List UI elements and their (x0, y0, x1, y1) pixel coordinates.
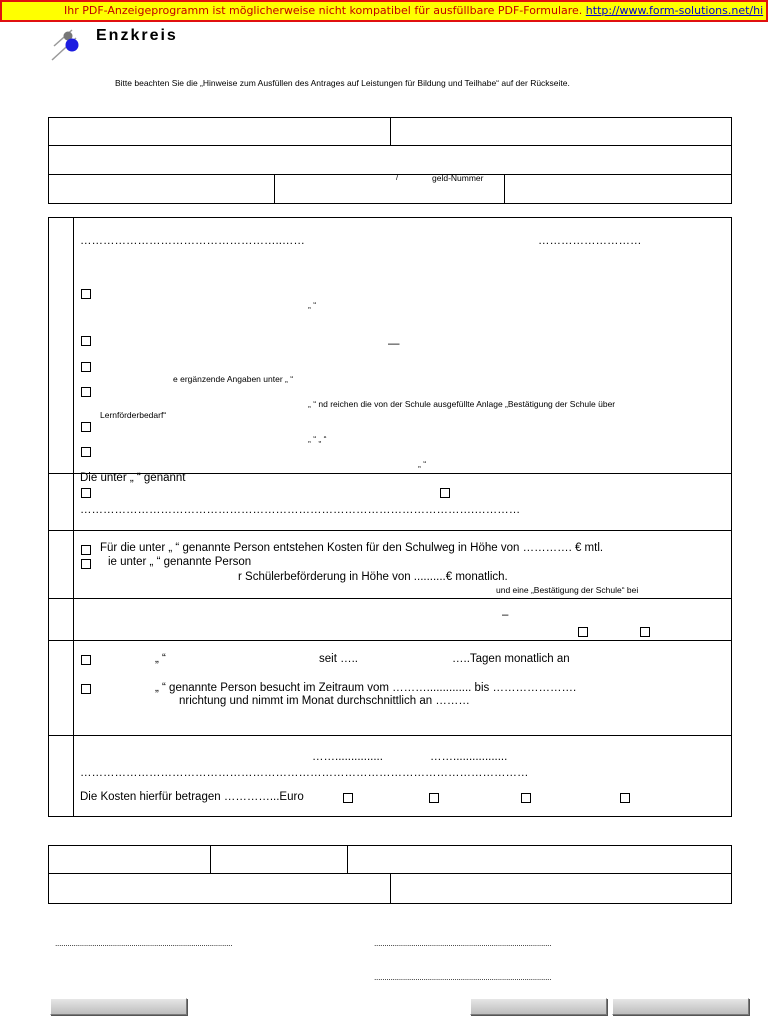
transport-cost-text: r Schülerbeförderung in Höhe von ..........€ monatlich. (238, 571, 508, 583)
section5-quote: „ “ (155, 653, 166, 665)
section2-dots: ………………………………………………………………………………………….………… (80, 504, 521, 516)
dash-mark: — (388, 338, 400, 350)
checkbox-period[interactable] (81, 684, 91, 694)
costs-text: Die Kosten hierfür betragen …………...Euro (80, 791, 304, 803)
school-confirmation-text: und eine „Bestätigung der Schule“ bei (496, 585, 639, 595)
checkbox-cost-b[interactable] (429, 793, 439, 803)
checkbox-tutoring[interactable] (81, 387, 91, 397)
period-text: „ “ genannte Person besucht im Zeitraum vom ……….............. bis …………………. (155, 682, 577, 694)
tutoring-text: „ “ nd reichen die von der Schule ausgefüllte Anlage „Bestätigung der Schule über (308, 399, 616, 409)
benefit-number-label: geld-Nummer (432, 173, 484, 183)
checkbox-lunch-days[interactable] (81, 655, 91, 665)
form-button-middle[interactable] (470, 998, 607, 1015)
field-birthdate[interactable] (49, 175, 273, 203)
compatibility-banner (0, 0, 768, 22)
checkbox-transport[interactable] (81, 559, 91, 569)
checkbox-trip[interactable] (81, 336, 91, 346)
transport-text: ie unter „ “ genannte Person (108, 556, 252, 568)
quote-mark-a: „ “ (308, 300, 317, 310)
checkbox-cost-c[interactable] (521, 793, 531, 803)
field-bank-a[interactable] (49, 846, 209, 872)
field-bank-d[interactable] (49, 874, 389, 903)
signature-dots-right-2: ...................................................................................... (374, 972, 552, 982)
quote-mark-b: „ “ „ “ (308, 434, 327, 444)
checkbox-section4-yes[interactable] (578, 627, 588, 637)
signature-dots-left: ...................................................................................... (55, 938, 233, 948)
slash-label: / (396, 173, 399, 182)
checkbox-section2-yes[interactable] (81, 488, 91, 498)
logo-icon (50, 24, 94, 64)
signature-dots-right-1: ...................................................................................... (374, 938, 552, 948)
field-bank-e[interactable] (391, 874, 731, 903)
checkbox-cultural[interactable] (81, 447, 91, 457)
field-bank-b[interactable] (211, 846, 346, 872)
tutoring-text-cont: Lernförderbedarf“ (100, 410, 167, 420)
field-benefit-number[interactable] (505, 175, 731, 203)
checkbox-cost-d[interactable] (620, 793, 630, 803)
section6-dots-a: ……............... (312, 751, 383, 763)
checkbox-school-route[interactable] (81, 545, 91, 555)
banner-warning: Ihr PDF-Anzeigeprogramm ist möglicherweise nicht kompatibel für ausfüllbare PDF-Formulare. http://www.form-solutions.net/hi (64, 4, 764, 17)
logo (50, 24, 94, 64)
section6-dots-b: ……................. (430, 751, 508, 763)
form-button-right[interactable] (612, 998, 749, 1015)
field-address[interactable] (49, 146, 731, 173)
section6-dots-line: ……………………………………………………………………………………………………… (80, 767, 529, 779)
field-firstname[interactable] (391, 118, 731, 145)
notice-text: Bitte beachten Sie die „Hinweise zum Ausfüllen des Antrages auf Leistungen für Bildung und Teilhabe“ auf der Rückseite. (115, 78, 570, 88)
section4-dash: – (502, 609, 509, 621)
checkbox-section4-no[interactable] (640, 627, 650, 637)
quote-mark-c: „ “ (418, 459, 427, 469)
checkbox-school-supplies[interactable] (81, 362, 91, 372)
field-bank-c[interactable] (348, 846, 731, 872)
org-name: Enzkreis (96, 27, 178, 44)
field-name[interactable] (49, 118, 389, 145)
checkbox-lunch[interactable] (81, 422, 91, 432)
form-button-left[interactable] (50, 998, 187, 1015)
since-text: seit ….. (319, 653, 358, 665)
section2-label: Die unter „ “ genannt (80, 472, 186, 484)
period-text-cont: nrichtung und nimmt im Monat durchschnittlich an ……… (179, 695, 470, 707)
school-route-text: Für die unter „ “ genannte Person entstehen Kosten für den Schulweg in Höhe von …………. € mtl. (100, 542, 604, 554)
banner-link[interactable]: http://www.form-solutions.net/hi (585, 4, 764, 17)
checkbox-excursion[interactable] (81, 289, 91, 299)
school-class-dots: ……………………… (538, 235, 642, 247)
checkbox-cost-a[interactable] (343, 793, 353, 803)
school-name-dots: ……………………………………………..…… (80, 235, 305, 247)
days-text: …..Tagen monatlich an (452, 653, 570, 665)
additional-info-text: e ergänzende Angaben unter „ “ (173, 374, 294, 384)
checkbox-section2-no[interactable] (440, 488, 450, 498)
benefits-table (48, 217, 732, 817)
